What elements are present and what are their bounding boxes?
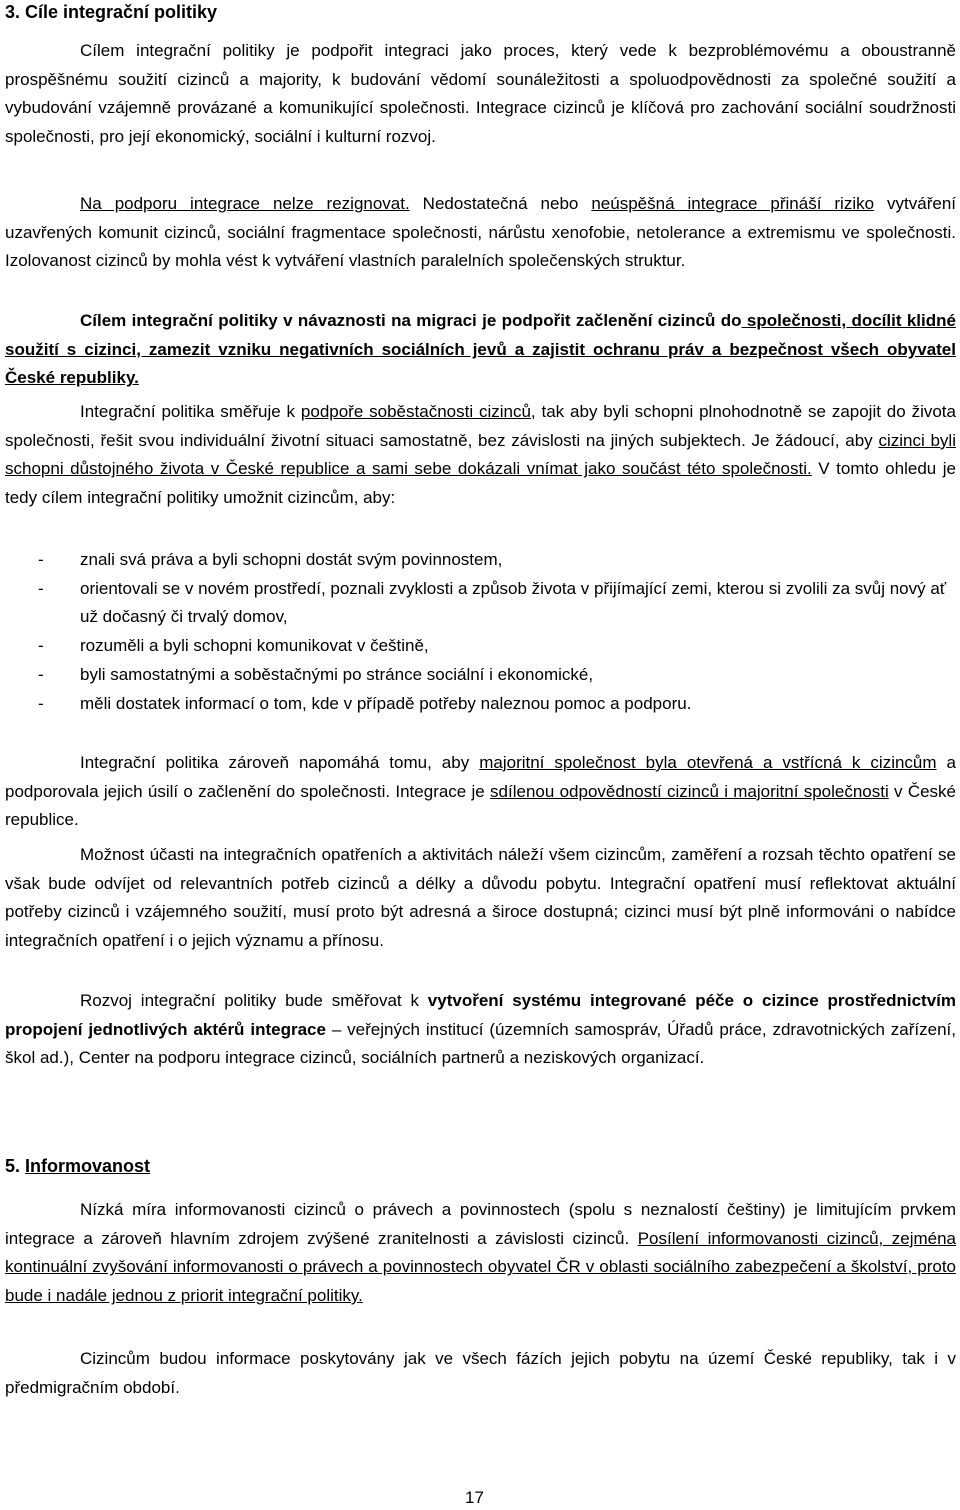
section-3-paragraph-7	[5, 987, 956, 1073]
section-3-paragraph-5	[5, 749, 956, 835]
list-item	[5, 661, 956, 690]
list-dash: -	[38, 636, 44, 656]
section-5-heading	[5, 1154, 150, 1178]
section-3-paragraph-3	[5, 307, 956, 393]
section-3-paragraph-6: Možnost účasti na integračních opatřeních a aktivitách náleží všem cizincům, zaměření a rozsah těchto opatření se však bude odvíjet od relevantních potřeb cizinců a délky a důvodu pobytu. Integrační opatření musí reflektovat aktuální potřeby cizinců i vzájemného soužití, musí proto být adresná a široce dostupná; cizinci musí být plně informováni o nabídce integračních opatření i o jejich významu a přínosu.	[5, 845, 956, 951]
list-item-text: rozuměli a byli schopni komunikovat v češtině,	[80, 636, 429, 656]
underlined-phrase: podpoře soběstačnosti cizinců	[300, 402, 531, 421]
paragraph-text: V tomto ohledu je tedy cílem integrační politiky umožnit cizincům, aby:	[5, 459, 956, 508]
paragraph-text: Rozvoj integrační politiky bude směřovat k	[80, 991, 428, 1010]
paragraph-text: v České republice.	[5, 781, 957, 830]
list-item-text: byli samostatnými a soběstačnými po stránce sociální i ekonomické,	[80, 664, 594, 684]
list-item	[5, 690, 956, 719]
section-5-paragraph-1	[5, 1196, 956, 1311]
list-item	[5, 575, 956, 632]
bold-text: vytvoření systému integrované péče o cizince prostřednictvím propojení jednotlivých aktérů integrace	[5, 991, 956, 1039]
paragraph-text: Nedostatečná nebo	[409, 194, 592, 213]
section-3-paragraph-2	[5, 190, 956, 276]
underlined-phrase: sdílenou odpovědností cizinců i majoritní společnosti	[490, 781, 889, 801]
goals-list	[5, 546, 956, 718]
paragraph-text: Integrační politika zároveň napomáhá tomu, aby	[80, 753, 480, 772]
section-3-paragraph-1: Cílem integrační politiky je podpořit integraci jako proces, který vede k bezproblémovému a oboustranně prospěšnému soužití cizinců a majority, k budování vědomí sounáležitosti a spoluodpovědnosti za společné soužití a vybudování vzájemně provázané a komunikující společnosti. Integrace cizinců je klíčová pro zachování sociální soudržnosti společnosti, pro její ekonomický, sociální i kulturní rozvoj.	[5, 41, 956, 147]
section-5-number: 5.	[5, 1156, 26, 1176]
list-item-text: orientovali se v novém prostředí, poznali zvyklosti a způsob života v přijímající zemi, kterou si zvolili za svůj nový ať už dočasný či trvalý domov,	[80, 578, 947, 627]
list-dash: -	[38, 664, 44, 684]
page-number: 17	[465, 1488, 484, 1507]
underlined-phrase: Posílení informovanosti cizinců, zejména kontinuální zvyšování informovanosti o právech a povinnostech obyvatel ČR v oblasti sociálního zabezpečení a školství, proto bude i nadále jednou z priorit integrační politiky.	[5, 1228, 956, 1306]
underlined-phrase: cizinci byli schopni důstojného života v České republice a sami sebe dokázali vnímat jako součást této společnosti.	[5, 430, 956, 479]
paragraph-text: vytváření uzavřených komunit cizinců, sociální fragmentace společnosti, nárůstu xenofobie, netolerance a extremismu ve společnosti. Izolovanost cizinců by mohla vést k vytváření vlastních paralelních společenských struktur.	[5, 194, 956, 271]
section-5-title: Informovanost	[25, 1156, 151, 1176]
document-page	[5, 0, 956, 1509]
bold-text: společnosti, docílit klidné soužití s cizinci, zamezit vzniku negativních sociálních jevů a zajistit ochranu práv a bezpečnost všech obyvatel České republiky.	[5, 311, 956, 388]
underlined-phrase: Na podporu integrace nelze rezignovat.	[80, 194, 410, 213]
paragraph-text: a podporovala jejich úsilí o začlenění do společnosti. Integrace je	[5, 753, 956, 801]
section-5-paragraph-2: Cizincům budou informace poskytovány jak ve všech fázích jejich pobytu na území České republiky, tak i v předmigračním období.	[5, 1349, 956, 1397]
underlined-phrase: majoritní společnost byla otevřená a vstřícná k cizincům	[479, 753, 937, 772]
list-item-text: znali svá práva a byli schopni dostát svým povinnostem,	[80, 550, 503, 569]
paragraph-text: Integrační politika směřuje k	[80, 402, 301, 421]
paragraph-text: , tak aby byli schopni plnohodnotně se zapojit do života společnosti, řešit svou individuální životní situaci samostatně, bez závislosti na jiných subjektech. Je žádoucí, aby	[5, 402, 956, 450]
list-dash: -	[38, 550, 44, 569]
list-item-text: měli dostatek informací o tom, kde v případě potřeby naleznou pomoc a podporu.	[80, 693, 692, 713]
list-dash: -	[38, 693, 44, 713]
paragraph-text: – veřejných institucí (územních samospráv, Úřadů práce, zdravotnických zařízení, škol ad.), Center na podporu integrace cizinců, sociálních partnerů a neziskových organizací.	[5, 1019, 957, 1068]
list-item	[5, 632, 956, 661]
section-3-heading: 3. Cíle integrační politiky	[5, 2, 218, 22]
bold-text: Cílem integrační politiky v návaznosti na migraci je podpořit začlenění cizinců do	[80, 311, 742, 330]
list-dash: -	[38, 578, 44, 598]
paragraph-text: Nízká míra informovanosti cizinců o právech a povinnostech (spolu s neznalostí češtiny) je limitujícím prvkem integrace a zároveň hlavním zdrojem zvýšené zranitelnosti a závislosti cizinců.	[5, 1200, 956, 1248]
section-3-paragraph-4	[5, 398, 956, 513]
underlined-phrase: neúspěšná integrace přináší riziko	[591, 194, 875, 213]
list-item	[5, 546, 956, 575]
